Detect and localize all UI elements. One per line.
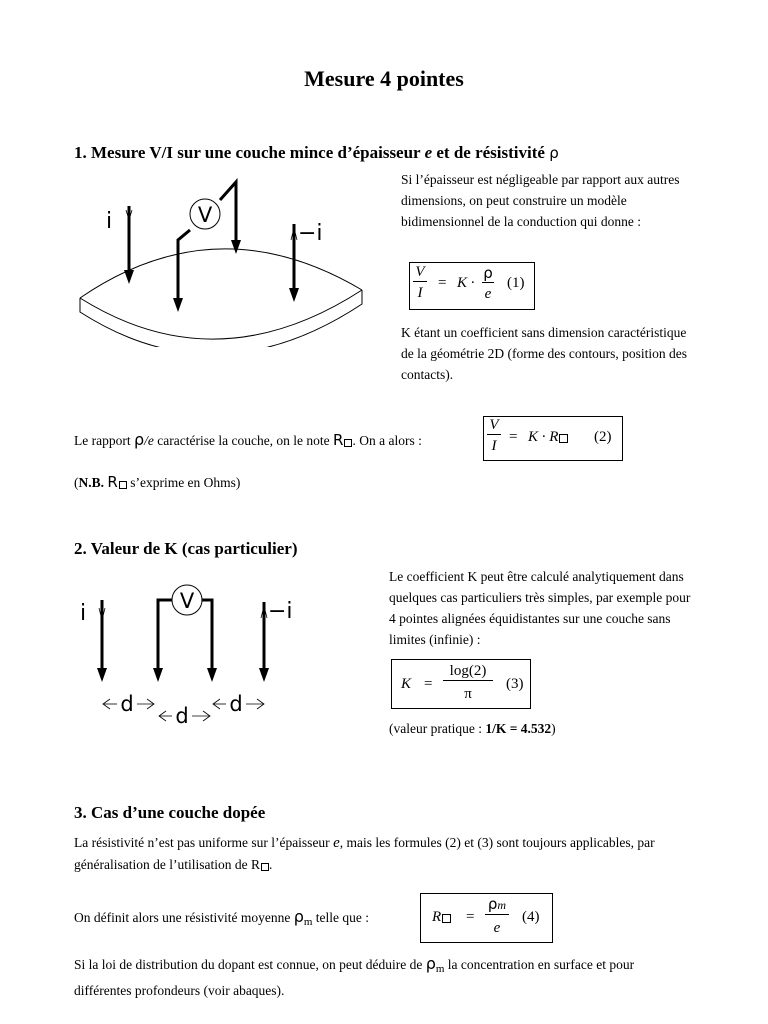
eq2-K-R: K · R (528, 429, 559, 445)
probe-1-arrow (124, 270, 134, 284)
section-1-para-2: K étant un coefficient sans dimension caractéristique de la géométrie 2D (forme des contours, position des contacts). (401, 325, 688, 382)
heading-e: e (424, 143, 433, 162)
probe-2 (178, 230, 190, 300)
ratio-e: /e (144, 433, 154, 448)
ratio-text-2: caractérise la couche, on le note (153, 433, 334, 448)
probe-2-arrow (173, 298, 183, 312)
eq2-V: V (487, 417, 501, 435)
eq4-number: (4) (522, 909, 540, 925)
equation-3 (391, 659, 531, 709)
voltmeter-label: V (197, 203, 213, 227)
square-icon (261, 863, 269, 871)
probe-4-arrow (289, 288, 299, 302)
practical-value-bold: 1/K = 4.532 (485, 721, 552, 736)
para1-text-2: , mais les formules (2) et (3) sont toujours applicables, par généralisation de l’utilisation de R (74, 835, 655, 872)
section-1-para-1: Si l’épaisseur est négligeable par rapport aux autres dimensions, on peut construire un modèle bidimensionnel de la conduction qui donne : (401, 172, 680, 229)
section-2-heading: 2. Valeur de K (cas particulier) (74, 539, 298, 558)
eq2-equals: = (509, 429, 518, 445)
para1-text-1: La résistivité n’est pas uniforme sur l’épaisseur (74, 835, 334, 850)
eq3-numerator: log(2) (443, 663, 493, 681)
nb-open: ( (74, 475, 79, 490)
para3-text-1: Si la loi de distribution du dopant est connue, on peut déduire de (74, 957, 426, 972)
para2-rho: ρ (293, 907, 304, 926)
heading-rho: ρ (549, 144, 559, 162)
eq1-K: K · (457, 275, 475, 291)
distance-label-1: d (120, 692, 134, 716)
practical-text: (valeur pratique : (389, 721, 486, 736)
para3-rho: ρ (425, 954, 436, 973)
para1-e: e (333, 835, 340, 851)
nb-note (74, 472, 240, 493)
eq4-m: m (497, 898, 507, 912)
para3-m: m (435, 963, 445, 975)
probe-3-arrow (207, 668, 217, 682)
ratio-text-3: . On a alors : (352, 433, 422, 448)
page-title: Mesure 4 pointes (304, 66, 464, 91)
current-label-minus-i: −i (298, 221, 323, 246)
heading-text: 1. Mesure V/I sur une couche mince d’épaisseur (74, 143, 425, 162)
eq3-denominator: π (464, 686, 472, 702)
para3-text-2: la concentration en surface et pour différentes profondeurs (voir abaques). (74, 957, 635, 998)
nb-bold: N.B. (78, 475, 105, 490)
eq4-e: e (493, 920, 501, 936)
distance-label-2: d (175, 704, 189, 728)
section-3-para-3 (74, 953, 694, 1001)
probe-3 (220, 182, 236, 242)
current-label-i: i (106, 209, 113, 234)
section-3-heading: 3. Cas d’une couche dopée (74, 803, 266, 822)
distance-label-3: d (229, 692, 243, 716)
nb-R: R (107, 473, 118, 491)
eq1-number: (1) (507, 275, 525, 291)
practical-value (389, 718, 556, 739)
probe-4-arrow (259, 668, 269, 682)
probe-3-arrow (231, 240, 241, 254)
probe-3 (202, 600, 212, 670)
practical-close: ) (551, 721, 556, 736)
eq4-R: R (432, 909, 442, 925)
eq4-equals: = (466, 909, 475, 925)
current-label-i: i (80, 601, 87, 626)
equation-4 (420, 893, 553, 943)
heading-text-2: et de résistivité (432, 143, 550, 162)
section-2-para: Le coefficient K peut être calculé analytiquement dans quelques cas particuliers très simples, par exemple pour 4 pointes alignées équidistantes sur une couche sans limites (infinie) : (389, 569, 691, 647)
eq3-K: K (401, 676, 412, 692)
equation-1 (409, 262, 535, 310)
eq3-equals: = (424, 676, 433, 692)
figure-4-probes-layer (74, 172, 374, 347)
section-3-para-1 (74, 832, 694, 875)
para1-end: . (268, 857, 273, 872)
eq1-I: I (417, 285, 423, 301)
probe-1-arrow (97, 668, 107, 682)
square-icon (119, 481, 127, 489)
ratio-rho: ρ (133, 430, 145, 449)
ratio-R: R (333, 431, 344, 449)
eq2-number: (2) (594, 429, 612, 445)
figure-aligned-probes (74, 578, 294, 728)
voltmeter-label: V (179, 589, 195, 613)
layer-bottom-curve (80, 290, 362, 339)
nb-text: s’exprime en Ohms) (126, 475, 241, 490)
layer-top-edge (80, 249, 362, 298)
eq1-rho: ρ (483, 264, 493, 282)
eq2-I: I (491, 438, 497, 454)
ratio-sentence (74, 429, 422, 451)
section-1-heading (74, 143, 559, 163)
probe-2-arrow (153, 668, 163, 682)
current-label-minus-i: −i (268, 599, 293, 624)
para2-text-2: telle que : (312, 910, 370, 925)
ratio-text-1: Le rapport (74, 433, 134, 448)
section-3-para-2 (74, 906, 369, 933)
para2-text-1: On définit alors une résistivité moyenne (74, 910, 294, 925)
eq3-number: (3) (506, 676, 524, 692)
square-icon (442, 914, 451, 923)
eq1-equals: = (438, 275, 447, 291)
square-icon (559, 434, 568, 443)
probe-2 (158, 600, 172, 670)
eq1-V: V (413, 264, 427, 282)
equation-2 (483, 416, 623, 461)
eq4-rho: ρ (487, 895, 498, 913)
para2-m: m (303, 916, 313, 928)
eq1-e: e (484, 286, 492, 302)
